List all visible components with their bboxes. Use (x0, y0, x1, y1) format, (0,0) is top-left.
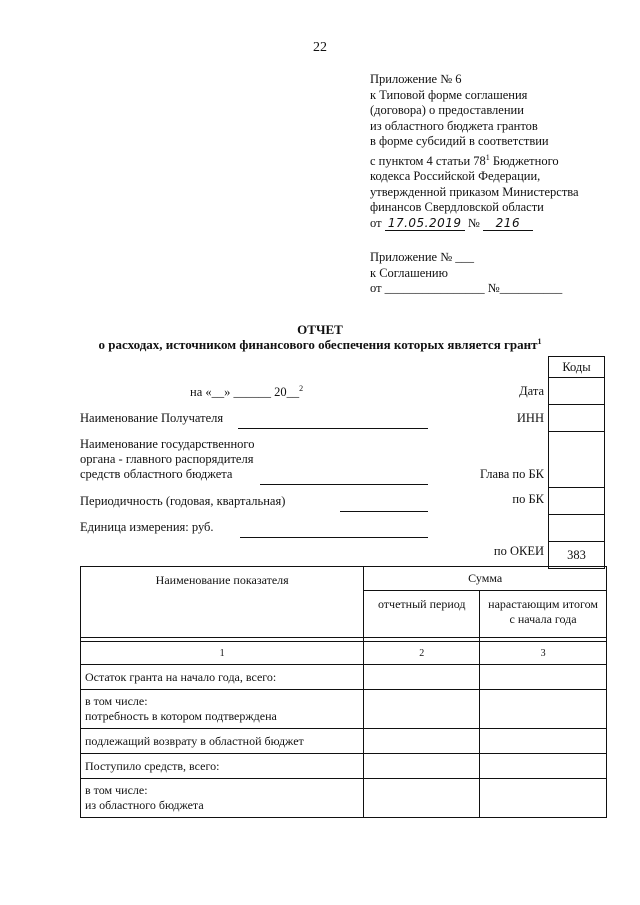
row-value-period[interactable] (364, 665, 480, 690)
table-row (81, 729, 607, 754)
row-value-cumulative[interactable] (480, 729, 607, 754)
row-label-line: в том числе: (85, 783, 148, 797)
codes-column (548, 356, 605, 569)
code-glava-cell (548, 432, 605, 488)
row-label (81, 690, 364, 729)
agreement-appendix (370, 250, 562, 297)
row-label: подлежащий возврату в областной бюджет (81, 729, 364, 754)
handwritten-date: 17.05.2019 (385, 217, 465, 231)
row-label-line: потребность в котором подтверждена (85, 709, 277, 723)
code-bk-label: по БК (512, 492, 544, 506)
row-label: Поступило средств, всего: (81, 754, 364, 779)
row-label-line: из областного бюджета (85, 798, 204, 812)
appendix-line: кодекса Российской Федерации, (370, 169, 541, 183)
date-prefix: от (370, 215, 382, 230)
table-row (81, 779, 607, 818)
recipient-underline (238, 428, 428, 429)
col-sum-header: Сумма (364, 567, 607, 591)
appendix-line: к Типовой форме соглашения (370, 87, 528, 102)
table-row (81, 754, 607, 779)
code-okei-cell: 383 (548, 542, 605, 569)
periodicity-label: Периодичность (годовая, квартальная) (80, 494, 286, 508)
report-subtitle (0, 337, 640, 353)
row-label: Остаток гранта на начало года, всего: (81, 665, 364, 690)
periodicity-underline (340, 511, 428, 512)
number-prefix: № (467, 215, 480, 230)
appendix-line-text: Бюджетного (489, 153, 559, 168)
code-okei-label: по ОКЕИ (493, 544, 544, 558)
report-date-line (190, 384, 303, 400)
report-table (80, 566, 607, 818)
unit-label: Единица измерения: руб. (80, 520, 214, 534)
order-date-line (370, 216, 579, 232)
appendix-line: финансов Свердловской области (370, 200, 544, 214)
row-value-cumulative[interactable] (480, 690, 607, 729)
table-row (81, 690, 607, 729)
row-value-cumulative[interactable] (480, 779, 607, 818)
footnote-mark: 1 (537, 337, 542, 346)
table-row (81, 665, 607, 690)
handwritten-number: 216 (483, 217, 533, 231)
agreement-line: Приложение № ___ (370, 250, 475, 264)
row-value-cumulative[interactable] (480, 754, 607, 779)
grbs-label-3: средств областного бюджета (80, 467, 233, 481)
appendix-line-text: с пунктом 4 статьи 78 (370, 153, 486, 168)
table-number-row (81, 642, 607, 665)
code-glava-label: Глава по БК (479, 467, 544, 481)
col-num: 3 (480, 642, 607, 665)
agreement-line: от ________________ №__________ (370, 281, 563, 295)
recipient-label: Наименование Получателя (80, 411, 224, 425)
row-value-period[interactable] (364, 690, 480, 729)
code-inn-label: ИНН (516, 411, 544, 425)
appendix-line: из областного бюджета грантов (370, 118, 538, 133)
appendix-line: Приложение № 6 (370, 72, 462, 86)
col-num: 1 (81, 642, 364, 665)
col-num: 2 (364, 642, 480, 665)
col-cumulative-line: с начала года (509, 612, 577, 626)
row-value-cumulative[interactable] (480, 665, 607, 690)
row-label-line: в том числе: (85, 694, 148, 708)
col-cumulative-header (480, 591, 607, 638)
row-label (81, 779, 364, 818)
grbs-label-2: органа - главного распорядителя (80, 452, 254, 466)
report-date-text: на «__» ______ 20__ (190, 385, 300, 399)
codes-header: Коды (548, 356, 605, 378)
appendix-line: в форме субсидий в соответствии (370, 134, 549, 148)
footnote-mark: 2 (299, 384, 304, 393)
col-cumulative-line: нарастающим итогом (488, 597, 598, 611)
code-date-label: Дата (519, 384, 544, 398)
agreement-line: к Соглашению (370, 265, 448, 280)
report-subtitle-text: о расходах, источником финансового обеспечения которых является грант (98, 337, 538, 352)
col-name-header: Наименование показателя (81, 567, 364, 638)
unit-underline (240, 537, 428, 538)
appendix-line: утвержденной приказом Министерства (370, 184, 579, 199)
code-inn-cell (548, 405, 605, 432)
appendix-line (370, 150, 579, 170)
grbs-label-1: Наименование государственного (80, 437, 255, 451)
row-value-period[interactable] (364, 779, 480, 818)
grbs-underline (260, 484, 428, 485)
table-header-row (81, 567, 607, 591)
code-date-cell (548, 378, 605, 405)
code-bk-cell (548, 488, 605, 515)
row-value-period[interactable] (364, 754, 480, 779)
page-number: 22 (313, 40, 327, 55)
appendix-line: (договора) о предоставлении (370, 103, 524, 117)
report-title: ОТЧЕТ (297, 322, 343, 337)
col-period-header: отчетный период (364, 591, 480, 638)
code-unit-cell (548, 515, 605, 542)
header-appendix (370, 72, 579, 231)
row-value-period[interactable] (364, 729, 480, 754)
footnote-mark: 1 (485, 152, 490, 162)
